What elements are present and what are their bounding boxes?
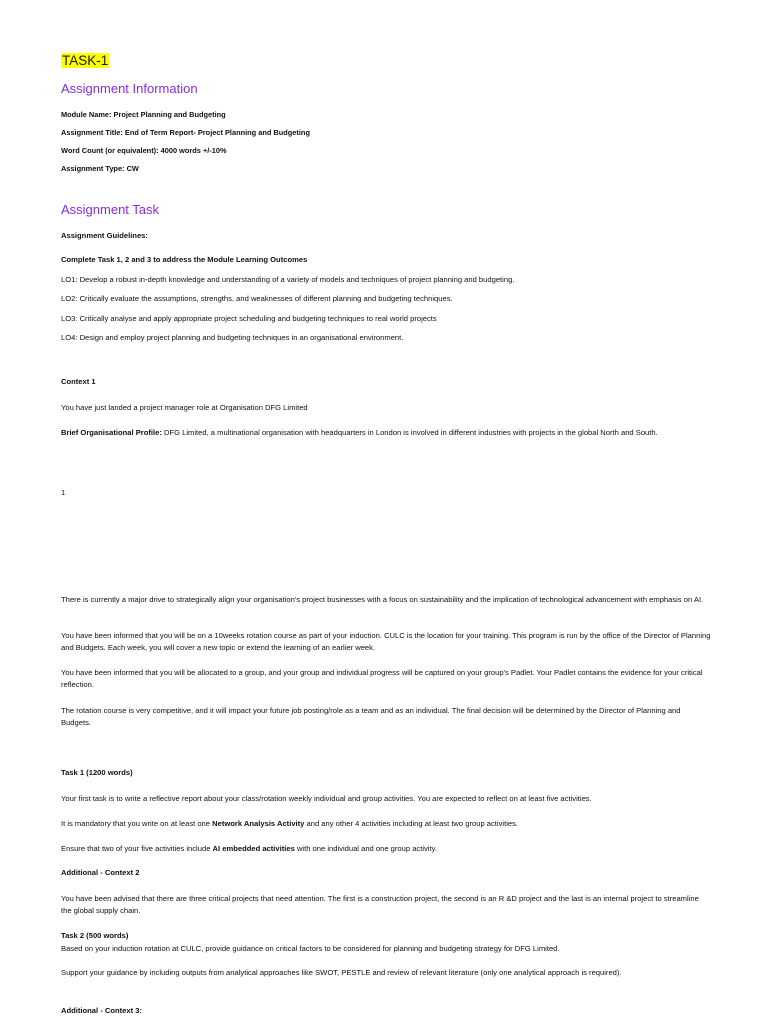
ai-embedded-activities: AI embedded activities	[212, 844, 295, 853]
task-2-heading: Task 2 (500 words)	[61, 931, 129, 940]
task-1-paragraph-2	[61, 818, 711, 830]
body-paragraph-3: You have been informed that you will be allocated to a group, and your group and individual progress will be captured on your group's Padlet. Your Padlet contains the evidence for your critical reflection.	[61, 668, 703, 689]
word-count: Word Count (or equivalent): 4000 words +/-10%	[61, 146, 227, 155]
learning-outcome-3: LO3: Critically analyse and apply appropriate project scheduling and budgeting techniques to real world projects	[61, 314, 437, 323]
task-2-paragraph-1: Based on your induction rotation at CULC, provide guidance on critical factors to be considered for planning and budgeting strategy for DFG Limited.	[61, 944, 560, 953]
body-paragraph-2: You have been informed that you will be on a 10weeks rotation course as part of your induction. CULC is the location for your training. This program is run by the office of the Director of Planning and Budgets. Each week, you will cover a new topic or extend the learning of an earlier week.	[61, 631, 711, 652]
task-1-heading: Task 1 (1200 words)	[61, 768, 133, 777]
assignment-title: Assignment Title: End of Term Report- Project Planning and Budgeting	[61, 128, 310, 137]
assignment-guidelines: Assignment Guidelines:	[61, 231, 148, 240]
task-1-p3-pre: Ensure that two of your five activities include	[61, 844, 213, 853]
learning-outcome-2: LO2: Critically evaluate the assumptions, strengths, and weaknesses of different planning and budgeting techniques.	[61, 294, 453, 303]
assignment-information-heading: Assignment Information	[61, 81, 198, 96]
profile-label: Brief Organisational Profile:	[61, 428, 162, 437]
context-2-heading: Additional - Context 2	[61, 868, 140, 877]
network-analysis-activity: Network Analysis Activity	[212, 819, 305, 828]
page-number: 1	[61, 488, 66, 497]
task-1-p3-post: with one individual and one group activity.	[294, 844, 437, 853]
module-name: Module Name: Project Planning and Budgeting	[61, 110, 226, 119]
task-1-paragraph-1: Your first task is to write a reflective report about your class/rotation weekly individual and group activities. You are expected to reflect on at least five activities.	[61, 794, 592, 803]
organisational-profile	[61, 427, 711, 439]
task-label-wrap	[61, 52, 711, 70]
profile-text: DFG Limited, a multinational organisation with headquarters in London is involved in different industries with projects in the global North and South.	[161, 428, 658, 437]
context-2-text: You have been advised that there are three critical projects that need attention. The first is a construction project, the second is an R &D project and the last is an internal project to streamline the global supply chain.	[61, 894, 699, 915]
complete-tasks-line: Complete Task 1, 2 and 3 to address the Module Learning Outcomes	[61, 255, 308, 264]
document-page	[61, 0, 711, 1024]
learning-outcome-1: LO1: Develop a robust in-depth knowledge and understanding of a variety of models and techniques of project planning and budgeting.	[61, 275, 515, 284]
context-1-heading: Context 1	[61, 377, 96, 386]
assignment-type: Assignment Type: CW	[61, 164, 139, 173]
assignment-task-heading: Assignment Task	[61, 202, 160, 217]
context-3-heading: Additional - Context 3:	[61, 1006, 142, 1015]
task-1-paragraph-3	[61, 843, 711, 855]
task-label: TASK-1	[62, 53, 109, 68]
task-1-p2-pre: It is mandatory that you write on at least one	[61, 819, 213, 828]
task-1-p2-post: and any other 4 activities including at least two group activities.	[304, 819, 519, 828]
learning-outcome-4: LO4: Design and employ project planning and budgeting techniques in an organisational environment.	[61, 333, 404, 342]
task-2-paragraph-2: Support your guidance by including outputs from analytical approaches like SWOT, PESTLE and review of relevant literature (only one analytical approach is required).	[61, 968, 622, 977]
body-paragraph-1: There is currently a major drive to strategically align your organisation's project businesses with a focus on sustainability and the implication of technological advancement with emphasis on AI.	[61, 595, 704, 604]
body-paragraph-4: The rotation course is very competitive, and it will impact your future job posting/role as a team and as an individual. The final decision will be determined by the Director of Planning and Budgets.	[61, 706, 681, 727]
context-1-role: You have just landed a project manager role at Organisation DFG Limited	[61, 403, 308, 412]
